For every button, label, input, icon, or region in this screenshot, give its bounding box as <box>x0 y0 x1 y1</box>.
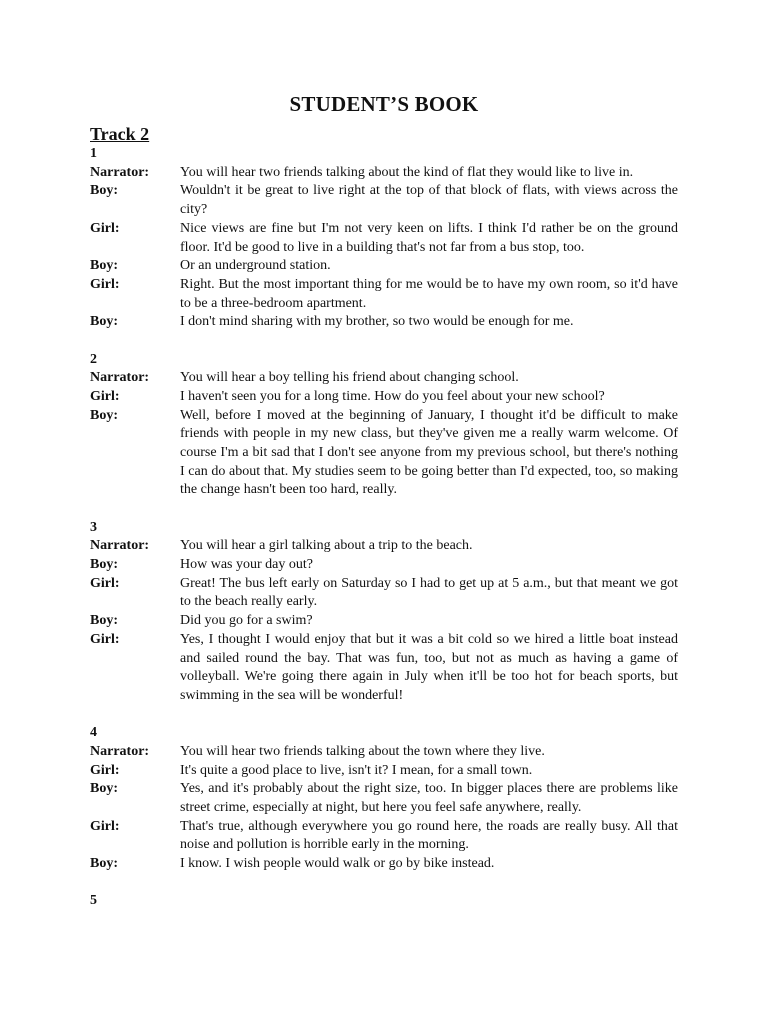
dialogue-line <box>90 257 678 276</box>
dialogue-text: You will hear a boy telling his friend about changing school. <box>180 370 519 386</box>
dialogue-line <box>90 631 678 706</box>
speaker-label: Boy: <box>90 856 118 872</box>
speaker-label: Girl: <box>90 575 120 591</box>
dialogue-line <box>90 388 678 407</box>
dialogue-text: I know. I wish people would walk or go by bike instead. <box>180 856 495 872</box>
speaker-label: Girl: <box>90 762 120 778</box>
dialogue-text: Well, before I moved at the beginning of January, I thought it'd be difficult to make friends with people in my new class, but they've given me a really warm welcome. Of course I'm a bit sad that I don't see anyone from my previous school, but there's nothing I can do about that. My studies seem to be going better than I'd expected, too, so making the change hasn't been too hard, really. <box>180 407 678 498</box>
speaker-label: Boy: <box>90 557 118 573</box>
dialogue-text: It's quite a good place to live, isn't it? I mean, for a small town. <box>180 762 533 778</box>
section-number: 2 <box>90 351 97 367</box>
dialogue-text: I haven't seen you for a long time. How do you feel about your new school? <box>180 388 605 404</box>
transcript-section <box>90 351 678 501</box>
dialogue-text: Nice views are fine but I'm not very keen on lifts. I think I'd rather be on the ground floor. It'd be good to live in a building that's not far from a bus stop, too. <box>180 220 678 255</box>
dialogue-line <box>90 780 678 817</box>
speaker-label: Narrator: <box>90 370 150 386</box>
dialogue-text: Right. But the most important thing for me would be to have my own room, so it'd have to be a three-bedroom apartment. <box>180 276 678 311</box>
dialogue-line <box>90 818 678 855</box>
dialogue-line <box>90 182 678 219</box>
speaker-label: Girl: <box>90 818 120 834</box>
transcript-section <box>90 145 678 332</box>
speaker-label: Girl: <box>90 388 120 404</box>
dialogue-text: Great! The bus left early on Saturday so I had to get up at 5 a.m., but that meant we got to the beach really early. <box>180 575 678 610</box>
transcript-section <box>90 724 678 874</box>
dialogue-line <box>90 313 678 332</box>
speaker-label: Boy: <box>90 314 118 330</box>
page-title: STUDENT’S BOOK <box>289 92 479 116</box>
speaker-label: Girl: <box>90 220 120 236</box>
transcript-sections <box>90 145 678 911</box>
speaker-label: Boy: <box>90 781 118 797</box>
section-number: 1 <box>90 146 97 161</box>
dialogue-text: Yes, and it's probably about the right size, too. In bigger places there are problems like street crime, especially at night, but here you feel safe anywhere, really. <box>180 781 678 815</box>
dialogue-text: Or an underground station. <box>180 258 331 274</box>
speaker-label: Narrator: <box>90 164 150 180</box>
dialogue-text: How was your day out? <box>180 557 313 573</box>
speaker-label: Boy: <box>90 258 118 274</box>
section-number: 4 <box>90 725 97 741</box>
dialogue-text: That's true, although everywhere you go round here, the roads are really busy. All that noise and pollution is horrible early in the morning. <box>180 818 678 853</box>
dialogue-line <box>90 537 678 556</box>
document-page <box>90 92 678 930</box>
dialogue-line <box>90 855 678 874</box>
speaker-label: Boy: <box>90 183 118 199</box>
dialogue-text: You will hear two friends talking about the kind of flat they would like to live in. <box>180 164 634 180</box>
speaker-label: Boy: <box>90 613 118 629</box>
dialogue-text: You will hear a girl talking about a trip to the beach. <box>180 538 473 554</box>
dialogue-line <box>90 743 678 762</box>
dialogue-line <box>90 407 678 501</box>
dialogue-line <box>90 164 678 183</box>
dialogue-text: Yes, I thought I would enjoy that but it was a bit cold so we hired a little boat instead and sailed round the bay. That was fun, too, but not as much as having a game of volleyball. We're going there again in July when it'll be too hot for beach sports, but swimming in the sea will be wonderful! <box>180 631 678 703</box>
dialogue-text: Wouldn't it be great to live right at the top of that block of flats, with views across the city? <box>180 183 678 218</box>
section-number: 5 <box>90 893 97 909</box>
dialogue-line <box>90 762 678 781</box>
speaker-label: Boy: <box>90 407 118 423</box>
dialogue-line <box>90 612 678 631</box>
dialogue-text: Did you go for a swim? <box>180 613 313 629</box>
speaker-label: Narrator: <box>90 538 150 554</box>
section-number: 3 <box>90 519 97 535</box>
dialogue-line <box>90 556 678 575</box>
dialogue-line <box>90 276 678 313</box>
dialogue-line <box>90 575 678 612</box>
speaker-label: Narrator: <box>90 743 150 759</box>
track-heading: Track 2 <box>90 124 150 144</box>
speaker-label: Girl: <box>90 276 120 292</box>
transcript-section <box>90 519 678 706</box>
dialogue-text: You will hear two friends talking about the town where they live. <box>180 743 545 759</box>
dialogue-text: I don't mind sharing with my brother, so two would be enough for me. <box>180 314 574 330</box>
dialogue-line <box>90 369 678 388</box>
transcript-section <box>90 892 678 911</box>
dialogue-line <box>90 220 678 257</box>
speaker-label: Girl: <box>90 631 120 647</box>
